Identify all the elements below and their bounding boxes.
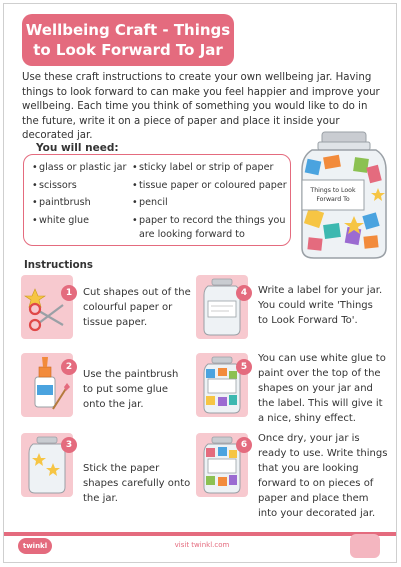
title-banner [22, 14, 234, 66]
step-4-text: Write a label for your jar. You could write 'Things to Look Forward To'. [258, 285, 383, 326]
material-item: • sticky label or strip of paper [132, 162, 274, 173]
step-5-text: You can use white glue to paint over the top of the shapes on your jar and the label. This will give it a nice, shiny effect. [258, 353, 386, 424]
footer-divider [4, 532, 397, 536]
material-item: • pencil [132, 197, 168, 208]
decorated-jar-illustration [294, 130, 394, 262]
material-item: • white glue [32, 214, 90, 226]
jar-label-line-2: Forward To [316, 196, 350, 203]
material-item: • paper to record the things you are looking forward to [132, 214, 286, 240]
step-5-number: 5 [236, 359, 252, 375]
step-1-number: 1 [61, 285, 77, 301]
twinkl-logo: twinkl [18, 538, 52, 554]
material-item: • paintbrush [32, 197, 91, 208]
you-will-need-heading: You will need: [36, 142, 119, 154]
title-line-2: to Look Forward To Jar [33, 41, 223, 59]
material-item: • glass or plastic jar [32, 162, 127, 173]
footer-url[interactable]: visit twinkl.com [174, 541, 230, 549]
step-6-number: 6 [236, 437, 252, 453]
material-item: • scissors [32, 179, 77, 191]
step-4-number: 4 [236, 285, 252, 301]
badge-icon [350, 534, 380, 558]
title-line-1: Wellbeing Craft - Things [25, 21, 231, 39]
step-1-text: Cut shapes out of the colourful paper or tissue paper. [83, 287, 191, 328]
jar-label-line-1: Things to Look [310, 187, 356, 194]
step-6-text: Once dry, your jar is ready to use. Write things that you are looking forward to on pieces of paper and place them into your decorated jar. [258, 433, 388, 519]
materials-column-2 [132, 161, 294, 243]
intro-paragraph: Use these craft instructions to create your own wellbeing jar. Having things to look forward to can make you feel happier and improve your wellbeing. Each time you think of something you would like to do in the future, write it on a piece of paper and place it inside your decorated jar. [22, 72, 380, 141]
step-3-number: 3 [61, 437, 77, 453]
step-3-text: Stick the paper shapes carefully onto the jar. [83, 463, 191, 504]
instructions-heading: Instructions [24, 260, 93, 271]
step-2-number: 2 [61, 359, 77, 375]
materials-column-1 [32, 161, 128, 228]
materials-box [23, 154, 291, 246]
worksheet-page [3, 3, 397, 563]
step-2-text: Use the paintbrush to put some glue onto the jar. [83, 369, 179, 410]
material-item: • tissue paper or coloured paper [132, 179, 287, 191]
